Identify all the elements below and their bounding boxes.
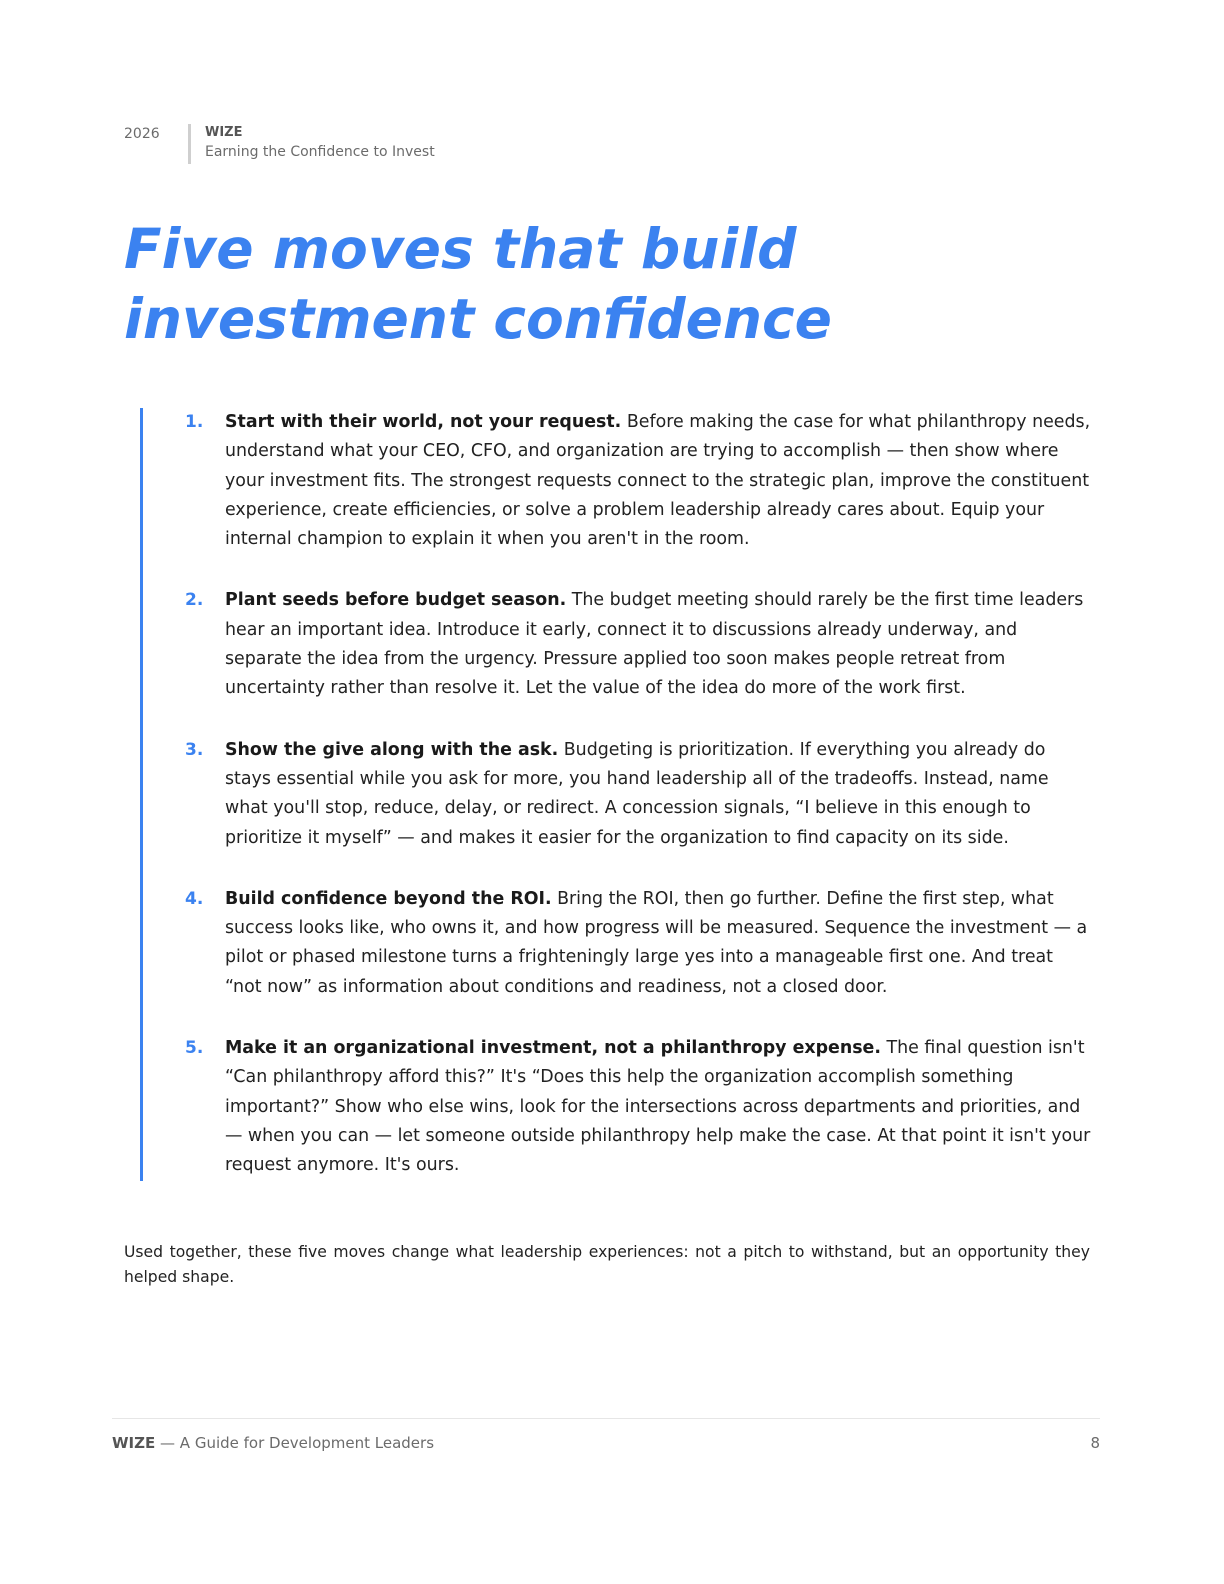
footer-brand: WIZE xyxy=(112,1434,156,1452)
page-title-line-1: Five moves that build xyxy=(124,217,797,281)
move-body xyxy=(225,408,1093,554)
move-item-3 xyxy=(143,736,1103,853)
move-number: 3. xyxy=(185,739,204,760)
page-header xyxy=(124,124,435,164)
footer-left xyxy=(112,1432,434,1454)
move-body xyxy=(225,586,1093,703)
page-number: 8 xyxy=(1090,1434,1100,1452)
move-item-4 xyxy=(143,885,1103,1002)
move-item-5 xyxy=(143,1034,1103,1180)
move-text: The budget meeting should rarely be the first time leaders hear an important idea. Introduce it early, connect it to discussions already underway, and separate the idea from the urgency. Pressure applied too soon makes people retreat from uncertainty rather than resolve it. Let the value of the idea do more of the work first. xyxy=(225,590,1084,699)
page-footer xyxy=(112,1432,1100,1454)
footer-divider xyxy=(112,1418,1100,1419)
move-heading: Build confidence beyond the ROI. xyxy=(225,888,552,909)
move-text: Bring the ROI, then go further. Define the first step, what success looks like, who owns it, and how progress will be measured. Sequence the investment — a pilot or phased milestone turns a frighteningly large yes into a manageable first one. And treat “not now” as information about conditions and readiness, not a closed door. xyxy=(225,888,1088,997)
header-subtitle: Earning the Confidence to Invest xyxy=(205,144,435,160)
move-body xyxy=(225,885,1093,1002)
moves-list xyxy=(140,408,1103,1181)
move-item-1 xyxy=(143,408,1103,554)
move-text: Before making the case for what philanthropy needs, understand what your CEO, CFO, and organization are trying to accomplish — then show where your investment fits. The strongest requests connect to the strategic plan, improve the constituent experience, create efficiencies, or solve a problem leadership already cares about. Equip your internal champion to explain it when you aren't in the room. xyxy=(225,412,1091,550)
header-year: 2026 xyxy=(124,126,160,142)
header-brand: WIZE xyxy=(205,125,243,140)
move-heading: Make it an organizational investment, not a philanthropy expense. xyxy=(225,1038,881,1059)
move-text: The final question isn't “Can philanthropy afford this?” It's “Does this help the organization accomplish something important?” Show who else wins, look for the intersections across departments and priorities, and — when you can — let someone outside philanthropy help make the case. At that point it isn't your request anymore. It's ours. xyxy=(225,1038,1091,1176)
move-text: Budgeting is prioritization. If everything you already do stays essential while you ask for more, you hand leadership all of the tradeoffs. Instead, name what you'll stop, reduce, delay, or redirect. A concession signals, “I believe in this enough to prioritize it myself” — and makes it easier for the organization to find capacity on its side. xyxy=(225,739,1049,848)
page-title-line-2: investment confidence xyxy=(124,287,832,351)
header-brand-block xyxy=(188,124,435,164)
move-heading: Show the give along with the ask. xyxy=(225,739,559,760)
page-title xyxy=(124,214,832,354)
move-number: 4. xyxy=(185,888,204,909)
move-heading: Start with their world, not your request. xyxy=(225,412,622,432)
move-item-2 xyxy=(143,586,1103,703)
move-number: 5. xyxy=(185,1038,204,1059)
move-body xyxy=(225,736,1093,853)
move-number: 2. xyxy=(185,590,204,611)
move-heading: Plant seeds before budget season. xyxy=(225,590,567,611)
move-number: 1. xyxy=(185,412,204,432)
move-body xyxy=(225,1034,1093,1180)
closing-paragraph: Used together, these five moves change what leadership experiences: not a pitch to withstand, but an opportunity they helped shape. xyxy=(124,1243,1090,1286)
footer-tagline: — A Guide for Development Leaders xyxy=(155,1434,435,1452)
